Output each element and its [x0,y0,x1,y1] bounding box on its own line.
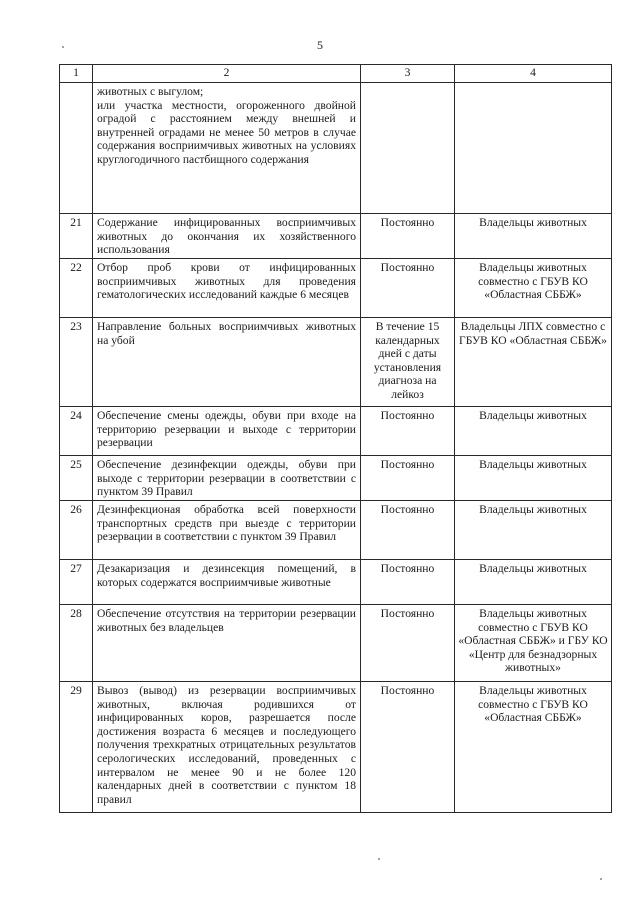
row-term: Постоянно [361,560,455,605]
row-term: В течение 15 календарных дней с даты установления диагноза на лейкоз [361,318,455,407]
row-number: 22 [60,259,93,318]
page-number: 5 [317,38,323,52]
row-number: 24 [60,407,93,456]
row-number: 26 [60,501,93,560]
row-term [361,83,455,214]
row-number: 27 [60,560,93,605]
table-row-continuation [60,83,612,214]
header-col-2: 2 [93,65,361,83]
row-term: Постоянно [361,259,455,318]
row-term: Постоянно [361,214,455,259]
table-row [60,605,612,682]
row-number: 29 [60,682,93,813]
table-header-row [60,65,612,83]
table-row [60,318,612,407]
row-responsible [455,83,612,214]
row-description: Обеспечение отсутствия на территории резервации животных без владельцев [93,605,361,682]
row-description: Обеспечение дезинфекции одежды, обуви при выходе с территории резервации в соответствии с пунктом 39 Правил [93,456,361,501]
table-row [60,682,612,813]
scan-speck [600,878,602,880]
row-number: 23 [60,318,93,407]
row-responsible: Владельцы ЛПХ совместно с ГБУВ КО «Областная СББЖ» [455,318,612,407]
row-responsible: Владельцы животных [455,407,612,456]
row-responsible: Владельцы животных [455,560,612,605]
header-col-3: 3 [361,65,455,83]
row-description: Обеспечение смены одежды, обуви при входе на территорию резервации и выходе с территории резервации [93,407,361,456]
row-description: животных с выгулом; или участка местности, огороженного двойной оградой с расстоянием между внешней и внутренней оградами не менее 50 метров в случае содержания восприимчивых животных на условиях круглогодичного пастбищного содержания [93,83,361,214]
table-row [60,214,612,259]
header-col-1: 1 [60,65,93,83]
row-responsible: Владельцы животных [455,456,612,501]
table-row [60,501,612,560]
row-responsible: Владельцы животных совместно с ГБУВ КО «Областная СББЖ» и ГБУ КО «Центр для безнадзорных животных» [455,605,612,682]
table-row [60,259,612,318]
row-description: Содержание инфицированных восприимчивых животных до окончания их хозяйственного использования [93,214,361,259]
row-number: 21 [60,214,93,259]
row-responsible: Владельцы животных [455,501,612,560]
row-description: Вывоз (вывод) из резервации восприимчивых животных, включая родившихся от инфицированных коров, разрешается после достижения возраста 6 месяцев и последующего получения трехкратных отрицательных результатов серологических исследований, проведенных с интервалом не менее 90 и не более 120 календарных дней в соответствии с пунктом 18 правил [93,682,361,813]
row-number: 25 [60,456,93,501]
scan-speck [62,46,64,48]
measures-table [59,64,612,813]
row-responsible: Владельцы животных совместно с ГБУВ КО «Областная СББЖ» [455,259,612,318]
row-description: Дезакаризация и дезинсекция помещений, в которых содержатся восприимчивые животные [93,560,361,605]
row-term: Постоянно [361,605,455,682]
row-description: Направление больных восприимчивых животных на убой [93,318,361,407]
row-description: Отбор проб крови от инфицированных восприимчивых животных для проведения гематологических исследований каждые 6 месяцев [93,259,361,318]
row-term: Постоянно [361,682,455,813]
row-term: Постоянно [361,501,455,560]
row-number [60,83,93,214]
row-description: Дезинфекционая обработка всей поверхности транспортных средств при выезде с территории резервации в соответствии с пунктом 39 Правил [93,501,361,560]
row-term: Постоянно [361,407,455,456]
row-responsible: Владельцы животных [455,214,612,259]
row-responsible: Владельцы животных совместно с ГБУВ КО «Областная СББЖ» [455,682,612,813]
table-row [60,560,612,605]
table-row [60,456,612,501]
row-number: 28 [60,605,93,682]
header-col-4: 4 [455,65,612,83]
row-term: Постоянно [361,456,455,501]
scan-speck [378,858,380,860]
table-row [60,407,612,456]
